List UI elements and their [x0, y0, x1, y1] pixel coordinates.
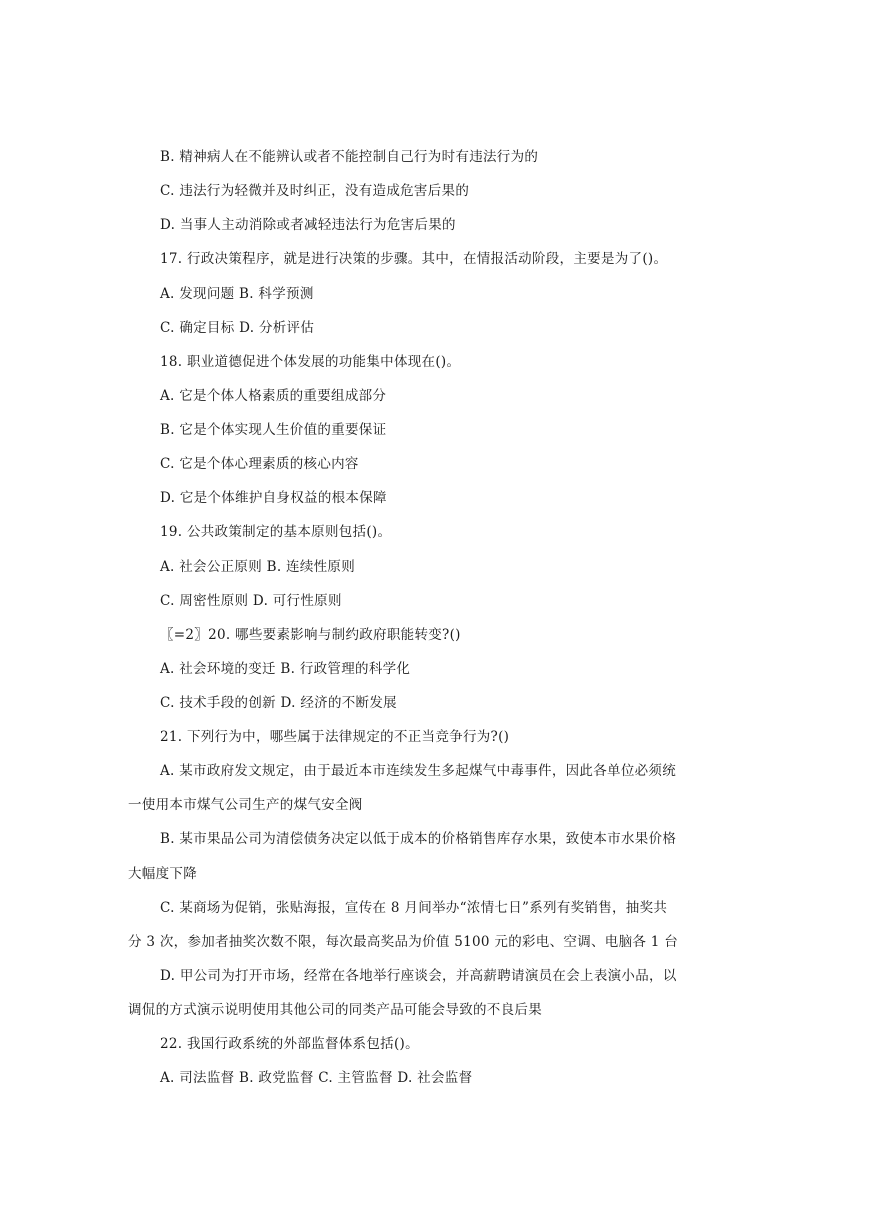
option-a-q21: A. 某市政府发文规定，由于最近本市连续发生多起煤气中毒事件，因此各单位必须统: [160, 763, 677, 779]
options-ab-q17: A. 发现问题 B. 科学预测: [160, 286, 314, 302]
question-18: 18. 职业道德促进个体发展的功能集中体现在()。: [160, 354, 461, 370]
option-d-q21-cont: 调侃的方式演示说明使用其他公司的同类产品可能会导致的不良后果: [128, 1002, 542, 1018]
option-b-q21-cont: 大幅度下降: [128, 866, 197, 882]
option-b-q16: B. 精神病人在不能辨认或者不能控制自己行为时有违法行为的: [160, 149, 539, 165]
options-cd-q19: C. 周密性原则 D. 可行性原则: [160, 593, 342, 609]
option-a-q21-cont: 一使用本市煤气公司生产的煤气安全阀: [128, 797, 363, 813]
options-ab-q20: A. 社会环境的变迁 B. 行政管理的科学化: [160, 661, 411, 677]
option-a-q18: A. 它是个体人格素质的重要组成部分: [160, 388, 387, 404]
question-17: 17. 行政决策程序，就是进行决策的步骤。其中，在情报活动阶段，主要是为了()。: [160, 251, 668, 267]
options-cd-q17: C. 确定目标 D. 分析评估: [160, 320, 315, 336]
options-q22: A. 司法监督 B. 政党监督 C. 主管监督 D. 社会监督: [160, 1070, 473, 1086]
option-c-q21-cont: 分 3 次，参加者抽奖次数不限，每次最高奖品为价值 5100 元的彩电、空调、电脑各 1 台: [128, 934, 679, 950]
option-c-q18: C. 它是个体心理素质的核心内容: [160, 456, 359, 472]
option-d-q21: D. 甲公司为打开市场，经常在各地举行座谈会，并高薪聘请演员在会上表演小品，以: [160, 968, 677, 984]
question-19: 19. 公共政策制定的基本原则包括()。: [160, 524, 392, 540]
question-21: 21. 下列行为中，哪些属于法律规定的不正当竞争行为?(): [160, 729, 510, 745]
option-d-q16: D. 当事人主动消除或者减轻违法行为危害后果的: [160, 217, 456, 233]
option-d-q18: D. 它是个体维护自身权益的根本保障: [160, 490, 387, 506]
option-b-q18: B. 它是个体实现人生价值的重要保证: [160, 422, 387, 438]
question-22: 22. 我国行政系统的外部监督体系包括()。: [160, 1036, 419, 1052]
question-20: 〖=2〗20. 哪些要素影响与制约政府职能转变?(): [160, 627, 461, 643]
option-b-q21: B. 某市果品公司为清偿债务决定以低于成本的价格销售库存水果，致使本市水果价格: [160, 831, 677, 847]
option-c-q16: C. 违法行为轻微并及时纠正，没有造成危害后果的: [160, 183, 470, 199]
options-cd-q20: C. 技术手段的创新 D. 经济的不断发展: [160, 695, 397, 711]
option-c-q21: C. 某商场为促销，张贴海报，宣传在 8 月间举办“浓情七日”系列有奖销售，抽奖共: [160, 900, 668, 916]
options-ab-q19: A. 社会公正原则 B. 连续性原则: [160, 559, 356, 575]
